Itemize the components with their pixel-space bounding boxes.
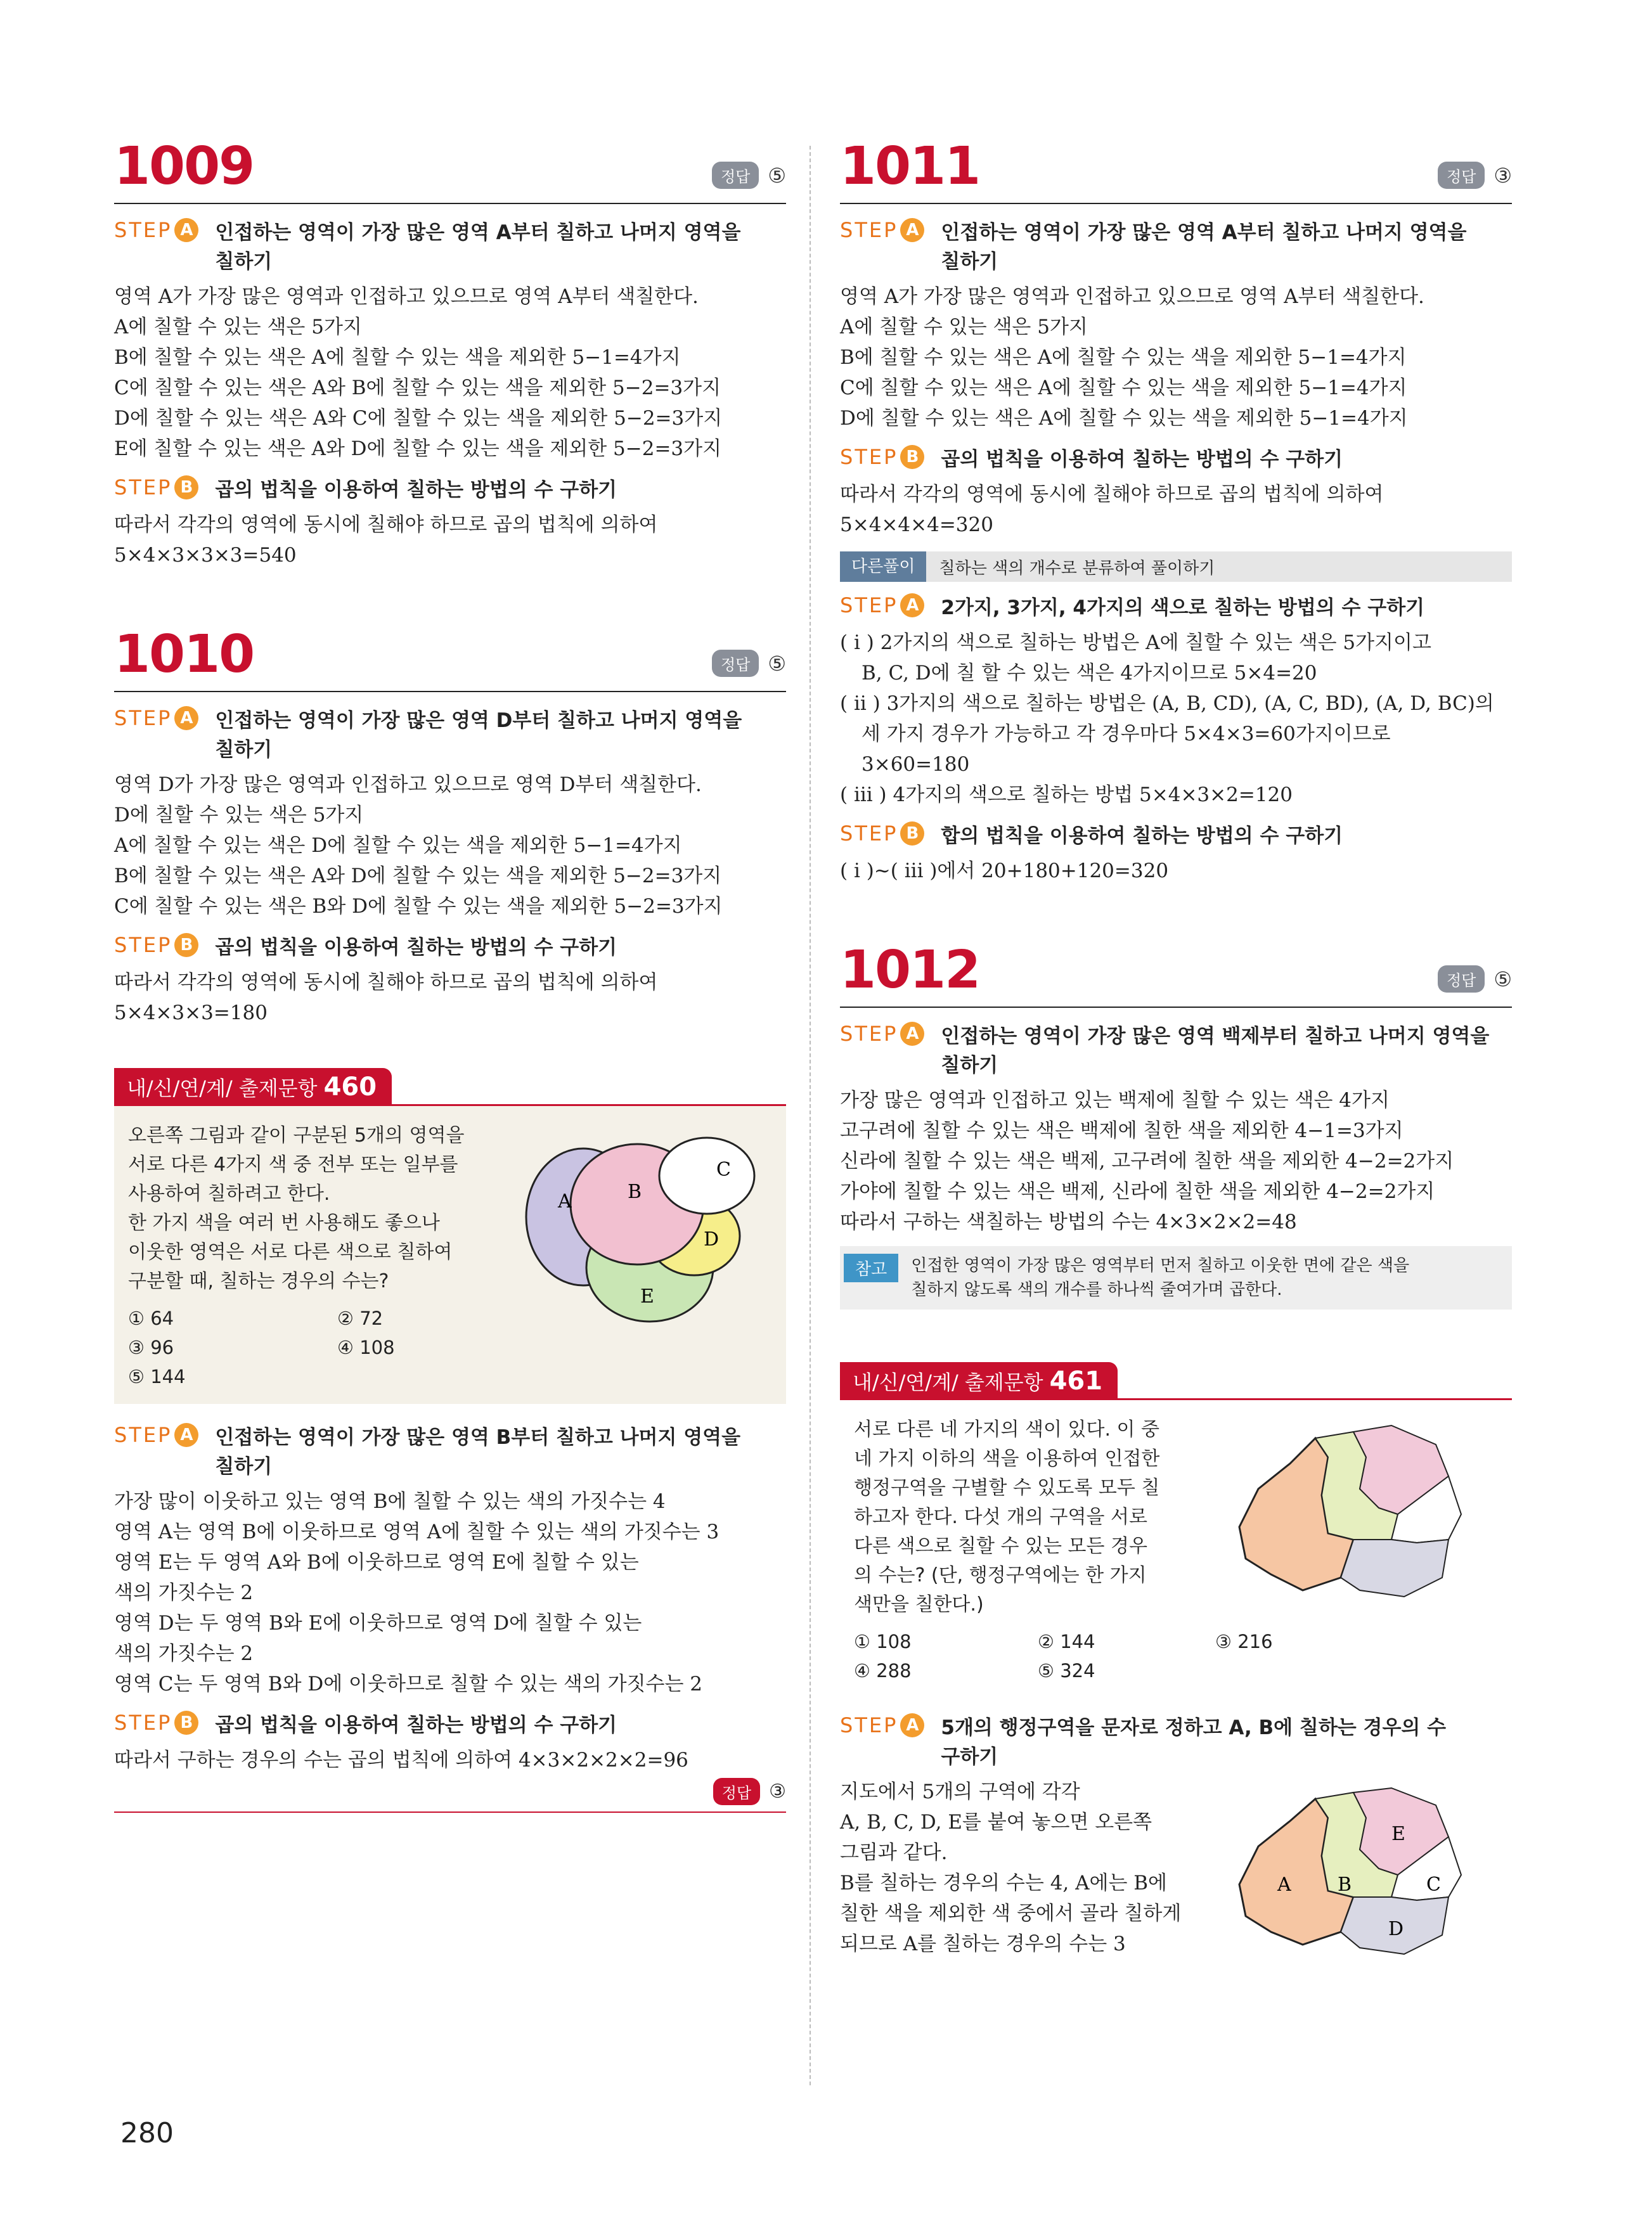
problem-number: 1011 (840, 136, 980, 196)
step-b (114, 1711, 786, 1740)
region-c (659, 1138, 754, 1214)
step-b (114, 933, 786, 962)
choices (854, 1627, 1498, 1685)
step-b (840, 445, 1512, 474)
alternative-tag: 다른풀이 (840, 551, 926, 582)
solution-line: 5×4×3×3=180 (114, 1001, 268, 1024)
problem-1011 (840, 127, 1512, 886)
naesin-problem-461 (840, 1360, 1512, 1959)
choice: ④ 288 (854, 1660, 912, 1682)
solution-line: 영역 D는 두 영역 B와 E에 이웃하므로 영역 D에 칠할 수 있는 (114, 1612, 642, 1635)
solution-line: B에 칠할 수 있는 색은 A와 D에 칠할 수 있는 색을 제외한 5−2=3가지 (114, 865, 722, 887)
solution-line: 신라에 칠할 수 있는 색은 백제, 고구려에 칠한 색을 제외한 4−2=2가지 (840, 1150, 1454, 1173)
step-label: STEP A (840, 1022, 924, 1046)
answer-badge: 정답 (1438, 162, 1485, 189)
step-a (114, 1423, 786, 1481)
right-column (840, 127, 1512, 1959)
solution-line: D에 칠할 수 있는 색은 A와 C에 칠할 수 있는 색을 제외한 5−2=3가지 (114, 407, 723, 430)
question-line: 색만을 칠한다.) (854, 1593, 984, 1616)
solution-line: 영역 A는 영역 B에 이웃하므로 영역 A에 칠할 수 있는 색의 가짓수는 3 (114, 1521, 720, 1543)
region-label-a: A (558, 1190, 572, 1213)
solution-line: 세 가지 경우가 가능하고 각 경우마다 5×4×3=60가지이므로 (861, 723, 1391, 745)
solution-with-map (840, 1777, 1512, 1959)
naesin-header (840, 1360, 1512, 1400)
step-letter-icon: A (900, 1022, 924, 1046)
solution-line: A에 칠할 수 있는 색은 5가지 (114, 316, 362, 338)
choice: ③ 216 (1215, 1631, 1273, 1652)
step-letter-icon: B (174, 475, 198, 499)
solution-line: B, C, D에 칠 할 수 있는 색은 4가지이므로 5×4=20 (861, 662, 1317, 685)
solution-line: ( ii ) 3가지의 색으로 칠하는 방법은 (A, B, CD), (A, C, BD), (A, D, BC)의 (840, 692, 1494, 715)
step-label: STEP A (114, 706, 198, 730)
solution-line: D에 칠할 수 있는 색은 A에 칠할 수 있는 색을 제외한 5−1=4가지 (840, 407, 1408, 430)
step-title: 곱의 법칙을 이용하여 칠하는 방법의 수 구하기 (215, 479, 617, 501)
naesin-header (114, 1066, 786, 1106)
problem-header (840, 127, 1512, 204)
step-label: STEP B (114, 475, 198, 499)
question-line: 이웃한 영역은 서로 다른 색으로 칠하여 (128, 1241, 453, 1263)
step-title: 인접하는 영역이 가장 많은 영역 B부터 칠하고 나머지 영역을 칠하기 (215, 1426, 741, 1478)
solution-line: 영역 C는 두 영역 B와 D에 이웃하므로 칠할 수 있는 색의 가짓수는 2 (114, 1673, 703, 1696)
question-line: 행정구역을 구별할 수 있도록 모두 칠 (854, 1477, 1160, 1499)
administrative-map-figure (1233, 1419, 1468, 1609)
solution-line: A에 칠할 수 있는 색은 5가지 (840, 316, 1088, 338)
naesin-tag: 내/신/연/계/ 출제문항 460 (114, 1068, 392, 1106)
alt-step-b (840, 821, 1512, 851)
solution-line: E에 칠할 수 있는 색은 A와 D에 칠할 수 있는 색을 제외한 5−2=3가지 (114, 437, 722, 460)
question-line: 서로 다른 4가지 색 중 전부 또는 일부를 (128, 1154, 458, 1176)
step-label: STEP A (840, 1713, 924, 1737)
solution-line: 가장 많은 영역과 인접하고 있는 백제에 칠할 수 있는 색은 4가지 (840, 1089, 1390, 1112)
answer-badge: 정답 (713, 1778, 760, 1805)
answer-value: ⑤ (768, 651, 786, 676)
answer-area (114, 1778, 786, 1805)
problem-1010 (114, 615, 786, 1028)
answer-area (1438, 162, 1512, 189)
answer-value: ⑤ (768, 163, 786, 188)
venn-region-figure (513, 1119, 767, 1334)
step-letter-icon: A (174, 1423, 198, 1447)
map-label-e: E (1391, 1823, 1405, 1845)
answer-value: ⑤ (1494, 967, 1512, 991)
step-label: STEP A (114, 218, 198, 242)
solution-line: 그림과 같다. (840, 1841, 948, 1864)
note-text: 인접한 영역이 가장 많은 영역부터 먼저 칠하고 이웃한 면에 같은 색을 칠하지 않도록 색의 개수를 하나씩 줄여가며 곱한다. (911, 1256, 1410, 1299)
choice: ① 108 (854, 1631, 912, 1652)
solution-line: 지도에서 5개의 구역에 각각 (840, 1780, 1080, 1803)
solution-line: 가야에 칠할 수 있는 색은 백제, 신라에 칠한 색을 제외한 4−2=2가지 (840, 1180, 1435, 1203)
step-title: 2가지, 3가지, 4가지의 색으로 칠하는 방법의 수 구하기 (941, 596, 1425, 619)
region-label-b: B (628, 1181, 642, 1203)
note-box (840, 1246, 1512, 1310)
problem-number: 1010 (114, 624, 254, 685)
question-line: 다른 색으로 칠할 수 있는 모든 경우 (854, 1535, 1147, 1557)
problem-number: 1009 (114, 136, 254, 196)
step-letter-icon: A (900, 593, 924, 617)
map-label-b: B (1338, 1874, 1352, 1896)
problem-1009 (114, 127, 786, 570)
step-label: STEP B (114, 1711, 198, 1735)
solution-line: 고구려에 칠할 수 있는 색은 백제에 칠한 색을 제외한 4−1=3가지 (840, 1119, 1404, 1142)
question-line: 네 가지 이하의 색을 이용하여 인접한 (854, 1448, 1160, 1470)
step-a (840, 1022, 1512, 1080)
step-title: 5개의 행정구역을 문자로 정하고 A, B에 칠하는 경우의 수 구하기 (941, 1716, 1447, 1768)
choice: ④ 108 (337, 1337, 395, 1358)
map-label-c: C (1426, 1874, 1441, 1896)
step-label: STEP B (840, 445, 924, 469)
answer-value: ③ (1494, 163, 1512, 188)
choice: ① 64 (128, 1308, 174, 1329)
region-label-c: C (716, 1159, 731, 1181)
answer-badge: 정답 (712, 162, 759, 189)
solution-line: 따라서 구하는 경우의 수는 곱의 법칙에 의하여 4×3×2×2×2=96 (114, 1749, 688, 1772)
choice: ⑤ 144 (128, 1366, 186, 1387)
choice: ② 144 (1038, 1631, 1095, 1652)
column-divider (810, 146, 811, 2085)
solution-line: 영역 A가 가장 많은 영역과 인접하고 있으므로 영역 A부터 색칠한다. (114, 285, 699, 308)
solution-line: A, B, C, D, E를 붙여 놓으면 오른쪽 (840, 1811, 1152, 1834)
naesin-tag: 내/신/연/계/ 출제문항 461 (840, 1362, 1118, 1400)
step-letter-icon: B (900, 821, 924, 846)
step-title: 인접하는 영역이 가장 많은 영역 백제부터 칠하고 나머지 영역을 칠하기 (941, 1025, 1490, 1077)
region-label-e: E (640, 1285, 654, 1308)
step-a (840, 218, 1512, 276)
choice: ⑤ 324 (1038, 1660, 1095, 1682)
solution-line: 색의 가짓수는 2 (114, 1642, 254, 1665)
step-title: 인접하는 영역이 가장 많은 영역 A부터 칠하고 나머지 영역을 칠하기 (941, 221, 1467, 273)
solution-line: A에 칠할 수 있는 색은 D에 칠할 수 있는 색을 제외한 5−1=4가지 (114, 834, 682, 857)
answer-area (1438, 965, 1512, 993)
solution-line: 가장 많이 이웃하고 있는 영역 B에 칠할 수 있는 색의 가짓수는 4 (114, 1490, 666, 1513)
solution-line: ( iii ) 4가지의 색으로 칠하는 방법 5×4×3×2=120 (840, 783, 1293, 806)
answer-badge: 정답 (1438, 965, 1485, 993)
solution-line: 따라서 각각의 영역에 동시에 칠해야 하므로 곱의 법칙에 의하여 (840, 483, 1384, 506)
solution-line: C에 칠할 수 있는 색은 A와 B에 칠할 수 있는 색을 제외한 5−2=3가지 (114, 376, 721, 399)
problem-header (114, 127, 786, 204)
solution-line: C에 칠할 수 있는 색은 B와 D에 칠할 수 있는 색을 제외한 5−2=3가지 (114, 895, 723, 918)
problem-1012 (840, 930, 1512, 1310)
solution-line: 색의 가짓수는 2 (114, 1581, 254, 1604)
note-tag: 참고 (844, 1254, 898, 1282)
solution-line: C에 칠할 수 있는 색은 A에 칠할 수 있는 색을 제외한 5−1=4가지 (840, 376, 1407, 399)
step-title: 곱의 법칙을 이용하여 칠하는 방법의 수 구하기 (215, 936, 617, 959)
problem-header (840, 930, 1512, 1008)
solution-line: 따라서 각각의 영역에 동시에 칠해야 하므로 곱의 법칙에 의하여 (114, 971, 658, 994)
step-label: STEP B (114, 933, 198, 957)
step-a (840, 1713, 1512, 1772)
alternative-text: 칠하는 색의 개수로 분류하여 풀이하기 (939, 558, 1215, 578)
problem-header (114, 615, 786, 692)
question-line: 오른쪽 그림과 같이 구분된 5개의 영역을 (128, 1124, 465, 1147)
question-line: 한 가지 색을 여러 번 사용해도 좋으나 (128, 1212, 440, 1234)
question-line: 서로 다른 네 가지의 색이 있다. 이 중 (854, 1419, 1160, 1441)
solution-line: 영역 E는 두 영역 A와 B에 이웃하므로 영역 E에 칠할 수 있는 (114, 1551, 639, 1574)
step-letter-icon: B (900, 445, 924, 469)
map-region-south (1341, 1540, 1449, 1597)
step-title: 곱의 법칙을 이용하여 칠하는 방법의 수 구하기 (941, 448, 1343, 471)
step-title: 인접하는 영역이 가장 많은 영역 A부터 칠하고 나머지 영역을 칠하기 (215, 221, 741, 273)
solution-line: 따라서 각각의 영역에 동시에 칠해야 하므로 곱의 법칙에 의하여 (114, 513, 658, 536)
labeled-map-figure (1233, 1783, 1468, 1960)
left-column (114, 127, 786, 1813)
problem-number: 1012 (840, 940, 980, 1000)
step-letter-icon: A (174, 218, 198, 242)
answer-area (712, 650, 786, 677)
alt-step-a (840, 593, 1512, 622)
solution-line: 칠한 색을 제외한 색 중에서 골라 칠하게 (840, 1902, 1182, 1925)
solution-line: 3×60=180 (861, 753, 970, 776)
step-title: 합의 법칙을 이용하여 칠하는 방법의 수 구하기 (941, 825, 1343, 847)
step-a (114, 218, 786, 276)
solution-line: 영역 A가 가장 많은 영역과 인접하고 있으므로 영역 A부터 색칠한다. (840, 285, 1424, 308)
question-line: 하고자 한다. 다섯 개의 구역을 서로 (854, 1506, 1147, 1528)
page-number: 280 (120, 2117, 174, 2149)
section-rule (114, 1811, 786, 1813)
alternative-solution-bar (840, 551, 1512, 582)
question-line: 구분할 때, 칠하는 경우의 수는? (128, 1270, 389, 1292)
answer-value: ③ (769, 1780, 786, 1803)
step-a (114, 706, 786, 764)
solution-line: 5×4×4×4=320 (840, 513, 993, 536)
step-letter-icon: B (174, 1711, 198, 1735)
naesin-problem-460 (114, 1066, 786, 1813)
solution-line: D에 칠할 수 있는 색은 5가지 (114, 804, 364, 827)
step-letter-icon: A (900, 1713, 924, 1737)
naesin-body (840, 1400, 1512, 1698)
choice: ③ 96 (128, 1337, 174, 1358)
solution-line: 되므로 A를 칠하는 경우의 수는 3 (840, 1933, 1126, 1955)
solution-line: 영역 D가 가장 많은 영역과 인접하고 있으므로 영역 D부터 색칠한다. (114, 773, 702, 796)
solution-line: 따라서 구하는 색칠하는 방법의 수는 4×3×2×2=48 (840, 1211, 1297, 1233)
answer-badge: 정답 (712, 650, 759, 677)
solution-line: ( i ) 2가지의 색으로 칠하는 방법은 A에 칠할 수 있는 색은 5가지이고 (840, 631, 1431, 654)
solution-line: 5×4×3×3×3=540 (114, 544, 297, 567)
step-label: STEP A (840, 593, 924, 617)
region-label-d: D (704, 1228, 720, 1251)
naesin-body (114, 1106, 786, 1404)
question-line: 사용하여 칠하려고 한다. (128, 1183, 330, 1205)
solution-line: B에 칠할 수 있는 색은 A에 칠할 수 있는 색을 제외한 5−1=4가지 (114, 346, 681, 369)
solution-line: B에 칠할 수 있는 색은 A에 칠할 수 있는 색을 제외한 5−1=4가지 (840, 346, 1407, 369)
step-letter-icon: A (174, 706, 198, 730)
question-line: 의 수는? (단, 행정구역에는 한 가지 (854, 1564, 1147, 1586)
solution-line: B를 칠하는 경우의 수는 4, A에는 B에 (840, 1872, 1168, 1895)
step-title: 인접하는 영역이 가장 많은 영역 D부터 칠하고 나머지 영역을 칠하기 (215, 709, 742, 761)
map-label-d: D (1388, 1918, 1404, 1940)
solution-line: ( i )~( iii )에서 20+180+120=320 (840, 859, 1169, 882)
step-label: STEP A (114, 1423, 198, 1447)
step-letter-icon: B (174, 933, 198, 957)
choice: ② 72 (337, 1308, 384, 1329)
map-label-a: A (1277, 1874, 1291, 1896)
answer-area (712, 162, 786, 189)
step-label: STEP B (840, 821, 924, 846)
step-b (114, 475, 786, 505)
step-label: STEP A (840, 218, 924, 242)
step-letter-icon: A (900, 218, 924, 242)
step-title: 곱의 법칙을 이용하여 칠하는 방법의 수 구하기 (215, 1714, 617, 1737)
